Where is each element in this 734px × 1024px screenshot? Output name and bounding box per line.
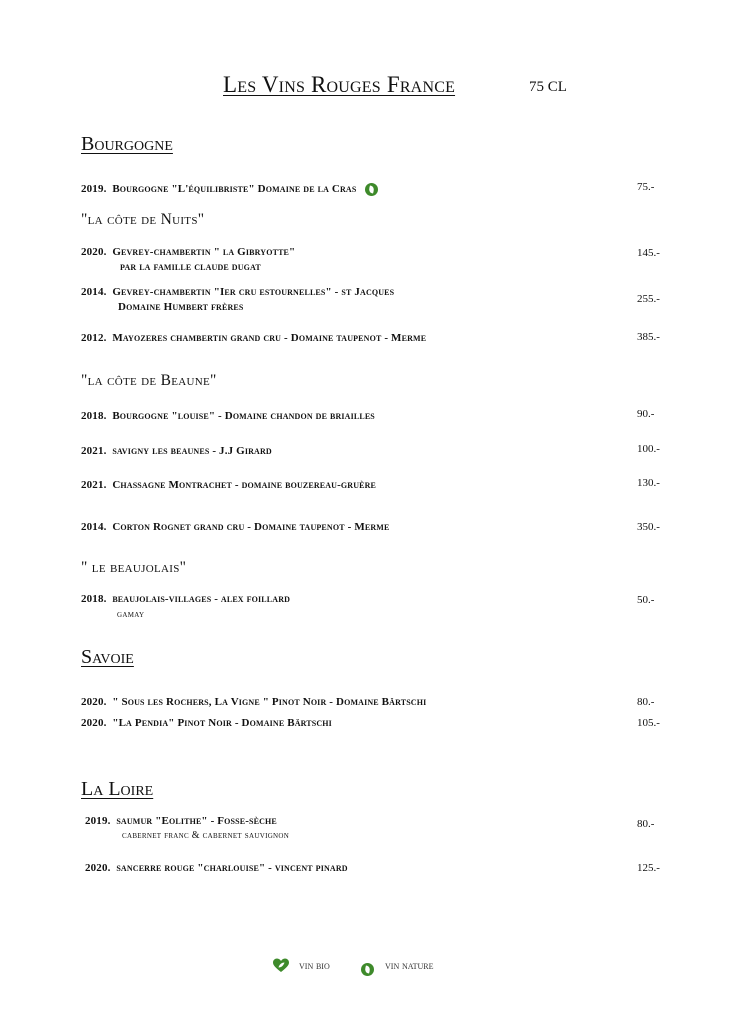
legend-vin-bio: vin bio <box>299 960 330 972</box>
vin-bio-heart-icon <box>273 958 289 973</box>
bottle-volume: 75 CL <box>529 79 567 95</box>
wine-price: 90.- <box>637 408 655 420</box>
wine-row <box>81 246 295 258</box>
wine-row <box>85 862 348 874</box>
wine-row <box>85 815 277 827</box>
wine-price: 105.- <box>637 717 660 729</box>
wine-year: 2018. <box>81 593 107 605</box>
wine-row <box>81 479 376 491</box>
wine-row <box>81 717 332 729</box>
page-title: Les Vins Rouges France <box>223 72 456 97</box>
section-title-loire: La Loire <box>81 778 154 800</box>
wine-price: 100.- <box>637 443 660 455</box>
wine-year: 2020. <box>81 246 107 258</box>
wine-price: 80.- <box>637 696 655 708</box>
wine-name: " Sous les Rochers, La Vigne " Pinot Noir - Domaine Bärtschi <box>112 696 427 708</box>
legend-vin-nature: vin nature <box>385 960 434 972</box>
wine-name: Chassagne Montrachet - domaine bouzereau-gruère <box>112 479 377 491</box>
wine-row-bourgogne-equilibriste <box>81 183 378 196</box>
subsection-title-beaujolais: " le beaujolais" <box>81 559 187 576</box>
section-title-bourgogne: Bourgogne <box>81 133 173 155</box>
wine-name: Corton Rognet grand cru - Domaine taupenot - Merme <box>112 521 390 533</box>
wine-name: Bourgogne "L'équilibriste" Domaine de la Cras <box>112 183 357 196</box>
wine-price: 125.- <box>637 862 660 874</box>
wine-name: Bourgogne "louise" - Domaine chandon de briailles <box>112 410 375 422</box>
wine-row <box>81 521 389 533</box>
wine-name: Gevrey-chambertin "Ier cru estournelles" - st Jacques <box>112 286 395 298</box>
wine-year: 2021. <box>81 479 107 491</box>
section-title-savoie: Savoie <box>81 646 134 668</box>
wine-name: Gevrey-chambertin " la Gibryotte" <box>112 246 296 258</box>
wine-price: 75.- <box>637 181 655 193</box>
wine-year: 2020. <box>81 696 107 708</box>
wine-row <box>81 445 272 457</box>
wine-row <box>81 332 426 344</box>
wine-grape: gamay <box>117 609 145 620</box>
wine-price: 385.- <box>637 331 660 343</box>
wine-name: sancerre rouge "charlouise" - vincent pinard <box>116 862 348 874</box>
wine-year: 2021. <box>81 445 107 457</box>
wine-year: 2019. <box>85 815 111 827</box>
wine-year: 2014. <box>81 286 107 298</box>
subsection-title-nuits: "la côte de Nuits" <box>81 211 205 228</box>
wine-row <box>81 593 290 605</box>
wine-price: 350.- <box>637 521 660 533</box>
wine-price: 130.- <box>637 477 660 489</box>
vin-nature-icon <box>361 963 374 976</box>
wine-price: 145.- <box>637 247 660 259</box>
wine-price: 50.- <box>637 594 655 606</box>
wine-row <box>81 286 394 298</box>
wine-name: "La Pendia" Pinot Noir - Domaine Bärtschi <box>112 717 332 729</box>
wine-year: 2019. <box>81 183 107 196</box>
subsection-title-beaune: "la côte de Beaune" <box>81 372 217 389</box>
wine-year: 2012. <box>81 332 107 344</box>
wine-year: 2018. <box>81 410 107 422</box>
wine-name: beaujolais-villages - alex foillard <box>112 593 291 605</box>
wine-year: 2020. <box>85 862 111 874</box>
wine-name: savigny les beaunes - J.J Girard <box>112 445 272 457</box>
wine-price: 255.- <box>637 293 660 305</box>
wine-producer: Domaine Humbert frères <box>118 301 244 313</box>
wine-year: 2020. <box>81 717 107 729</box>
vin-nature-icon <box>365 183 378 196</box>
wine-grape: cabernet franc & cabernet sauvignon <box>122 830 290 841</box>
wine-price: 80.- <box>637 818 655 830</box>
wine-name: Mayozeres chambertin grand cru - Domaine taupenot - Merme <box>112 332 427 344</box>
wine-year: 2014. <box>81 521 107 533</box>
wine-row <box>81 410 375 422</box>
wine-producer: par la famille claude dugat <box>120 261 261 273</box>
wine-row <box>81 696 426 708</box>
wine-name: saumur "Eolithe" - Fosse-sèche <box>116 815 277 827</box>
